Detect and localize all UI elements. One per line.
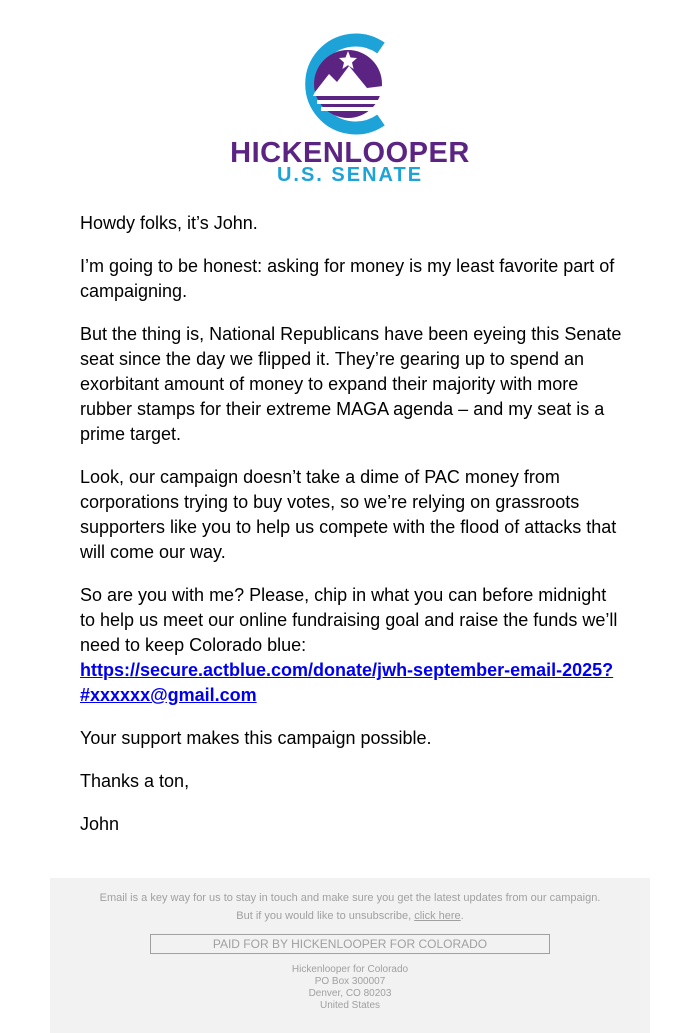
email-body	[80, 211, 625, 855]
unsubscribe-link[interactable]: click here	[414, 910, 461, 922]
address-line: Denver, CO 80203	[308, 988, 392, 999]
paid-for-disclaimer: PAID FOR BY HICKENLOOPER FOR COLORADO	[150, 934, 550, 954]
donation-ask	[80, 583, 625, 708]
ask-text: So are you with me? Please, chip in what you can before midnight to help us meet our online fundraising goal and raise the funds we’ll need to keep Colorado blue:	[80, 585, 618, 655]
mailing-address	[50, 964, 650, 1012]
signoff: Thanks a ton,	[80, 771, 190, 791]
greeting: Howdy folks, it’s John.	[80, 213, 258, 233]
support-text: Your support makes this campaign possible.	[80, 728, 432, 748]
footer-info: Email is a key way for us to stay in touch and make sure you get the latest updates from our campaign.	[99, 892, 601, 904]
donate-link-line2[interactable]: #xxxxxx@gmail.com	[80, 685, 257, 705]
address-line: PO Box 300007	[314, 976, 386, 987]
unsubscribe-suffix: .	[460, 910, 464, 922]
paragraph: Look, our campaign doesn’t take a dime of PAC money from corporations trying to buy votes, so we’re relying on grassroots supporters like you to help us compete with the flood of attacks that will come our way.	[80, 467, 617, 562]
logo-subtitle: U.S. SENATE	[276, 164, 424, 186]
address-line: Hickenlooper for Colorado	[291, 964, 409, 975]
address-line: United States	[319, 1000, 381, 1011]
donate-link[interactable]	[80, 660, 613, 705]
hickenlooper-emblem-icon	[295, 30, 395, 138]
email-footer	[50, 878, 650, 1033]
donate-link-line1[interactable]: https://secure.actblue.com/donate/jwh-september-email-2025?	[80, 660, 614, 680]
paragraph: I’m going to be honest: asking for money is my least favorite part of campaigning.	[80, 256, 615, 301]
paragraph: But the thing is, National Republicans have been eyeing this Senate seat since the day we flipped it. They’re gearing up to spend an exorbitant amount of money to expand their majority with more rubber stamps for their extreme MAGA agenda – and my seat is a prime target.	[80, 324, 622, 444]
footer-unsubscribe-line	[50, 909, 650, 923]
signature: John	[80, 814, 120, 834]
unsubscribe-prefix: But if you would like to unsubscribe,	[236, 910, 412, 922]
logo-name: HICKENLOOPER	[230, 137, 470, 169]
campaign-logo	[0, 0, 700, 200]
